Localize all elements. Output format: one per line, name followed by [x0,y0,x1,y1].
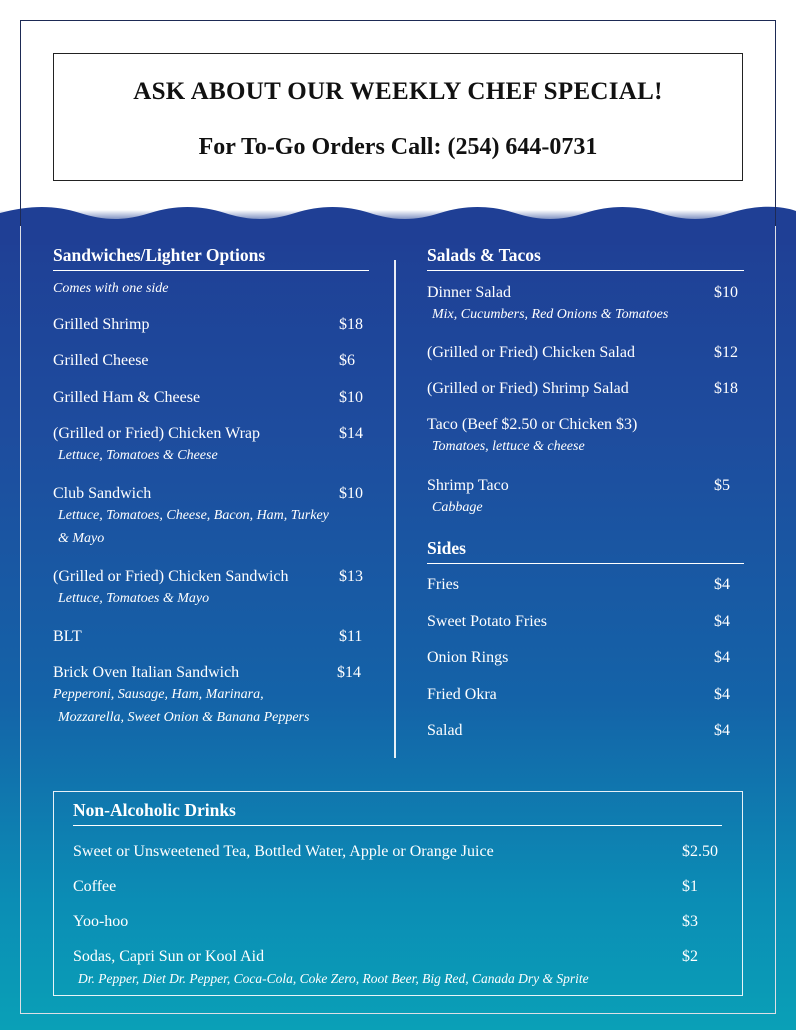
section-title: Non-Alcoholic Drinks [73,800,722,826]
item-name: Fried Okra [427,686,497,703]
item-description: Mozzarella, Sweet Onion & Banana Peppers [58,710,310,725]
item-price: $5 [714,477,730,494]
item-name: Shrimp Taco [427,477,509,494]
item-price: $6 [339,352,355,369]
item-name: (Grilled or Fried) Chicken Sandwich [53,568,289,585]
item-name: Sodas, Capri Sun or Kool Aid [73,948,265,965]
item-name: Yoo-hoo [73,913,129,930]
item-description: Cabbage [432,500,483,515]
menu-item [53,663,369,729]
item-description: Lettuce, Tomatoes & Mayo [58,591,210,606]
menu-item [73,877,722,897]
chef-special-heading: ASK ABOUT OUR WEEKLY CHEF SPECIAL! [133,78,663,105]
item-price: $11 [339,628,363,645]
section-title: Sides [427,538,744,564]
column-divider [394,260,396,758]
menu-item [53,627,369,647]
item-description: Lettuce, Tomatoes & Cheese [58,448,218,463]
menu-item [73,947,722,990]
sides-section [427,538,744,564]
item-price: $4 [714,613,730,630]
item-name: Grilled Ham & Cheese [53,389,201,406]
item-description: Dr. Pepper, Diet Dr. Pepper, Coca-Cola, Coke Zero, Root Beer, Big Red, Canada Dry & Sprite [78,971,589,986]
menu-item [427,343,744,363]
header-box [53,53,743,181]
item-name: Club Sandwich [53,485,152,502]
menu-item [427,575,744,595]
item-price: $14 [339,425,363,442]
item-name: Taco (Beef $2.50 or Chicken $3) [427,416,638,433]
item-description: Lettuce, Tomatoes, Cheese, Bacon, Ham, Turkey [58,508,329,523]
item-name: Grilled Cheese [53,352,149,369]
item-price: $13 [339,568,363,585]
menu-item [53,351,369,371]
menu-item [73,912,722,932]
item-price: $18 [714,380,738,397]
item-price: $10 [339,485,363,502]
section-note: Comes with one side [53,281,169,296]
menu-item [427,415,744,458]
menu-item [427,476,744,519]
item-name: (Grilled or Fried) Shrimp Salad [427,380,629,397]
item-name: Dinner Salad [427,284,511,301]
item-name: BLT [53,628,82,645]
drinks-box [53,791,743,996]
item-name: (Grilled or Fried) Chicken Salad [427,344,635,361]
item-price: $10 [339,389,363,406]
item-description: Mix, Cucumbers, Red Onions & Tomatoes [432,307,669,322]
item-price: $18 [339,316,363,333]
item-price: $12 [714,344,738,361]
item-price: $3 [682,913,698,930]
menu-item [427,648,744,668]
item-price: $1 [682,878,698,895]
section-title: Salads & Tacos [427,245,744,271]
item-description: Pepperoni, Sausage, Ham, Marinara, [53,687,264,702]
menu-item [53,315,369,335]
item-name: Salad [427,722,463,739]
menu-item [53,567,369,610]
item-description: & Mayo [58,531,105,546]
menu-item [427,721,744,741]
menu-item [427,283,744,326]
item-price: $4 [714,686,730,703]
menu-item [53,484,369,550]
item-name: Grilled Shrimp [53,316,150,333]
section-title: Sandwiches/Lighter Options [53,245,369,271]
salads-section [427,245,744,739]
item-name: Fries [427,576,459,593]
menu-item [53,388,369,408]
item-price: $2.50 [682,843,718,860]
item-name: Sweet or Unsweetened Tea, Bottled Water, Apple or Orange Juice [73,843,494,860]
menu-item [73,842,722,862]
to-go-phone-heading: For To-Go Orders Call: (254) 644-0731 [198,134,598,160]
sandwiches-section [53,245,369,725]
item-name: Brick Oven Italian Sandwich [53,664,240,681]
item-price: $4 [714,649,730,666]
item-price: $10 [714,284,738,301]
menu-item [427,612,744,632]
item-price: $2 [682,948,698,965]
item-name: Onion Rings [427,649,509,666]
item-description: Tomatoes, lettuce & cheese [432,439,585,454]
item-price: $14 [337,664,361,681]
item-name: (Grilled or Fried) Chicken Wrap [53,425,260,442]
menu-item [53,424,369,467]
item-name: Coffee [73,878,117,895]
menu-item [427,379,744,399]
item-price: $4 [714,722,730,739]
item-name: Sweet Potato Fries [427,613,547,630]
item-price: $4 [714,576,730,593]
menu-item [427,685,744,705]
